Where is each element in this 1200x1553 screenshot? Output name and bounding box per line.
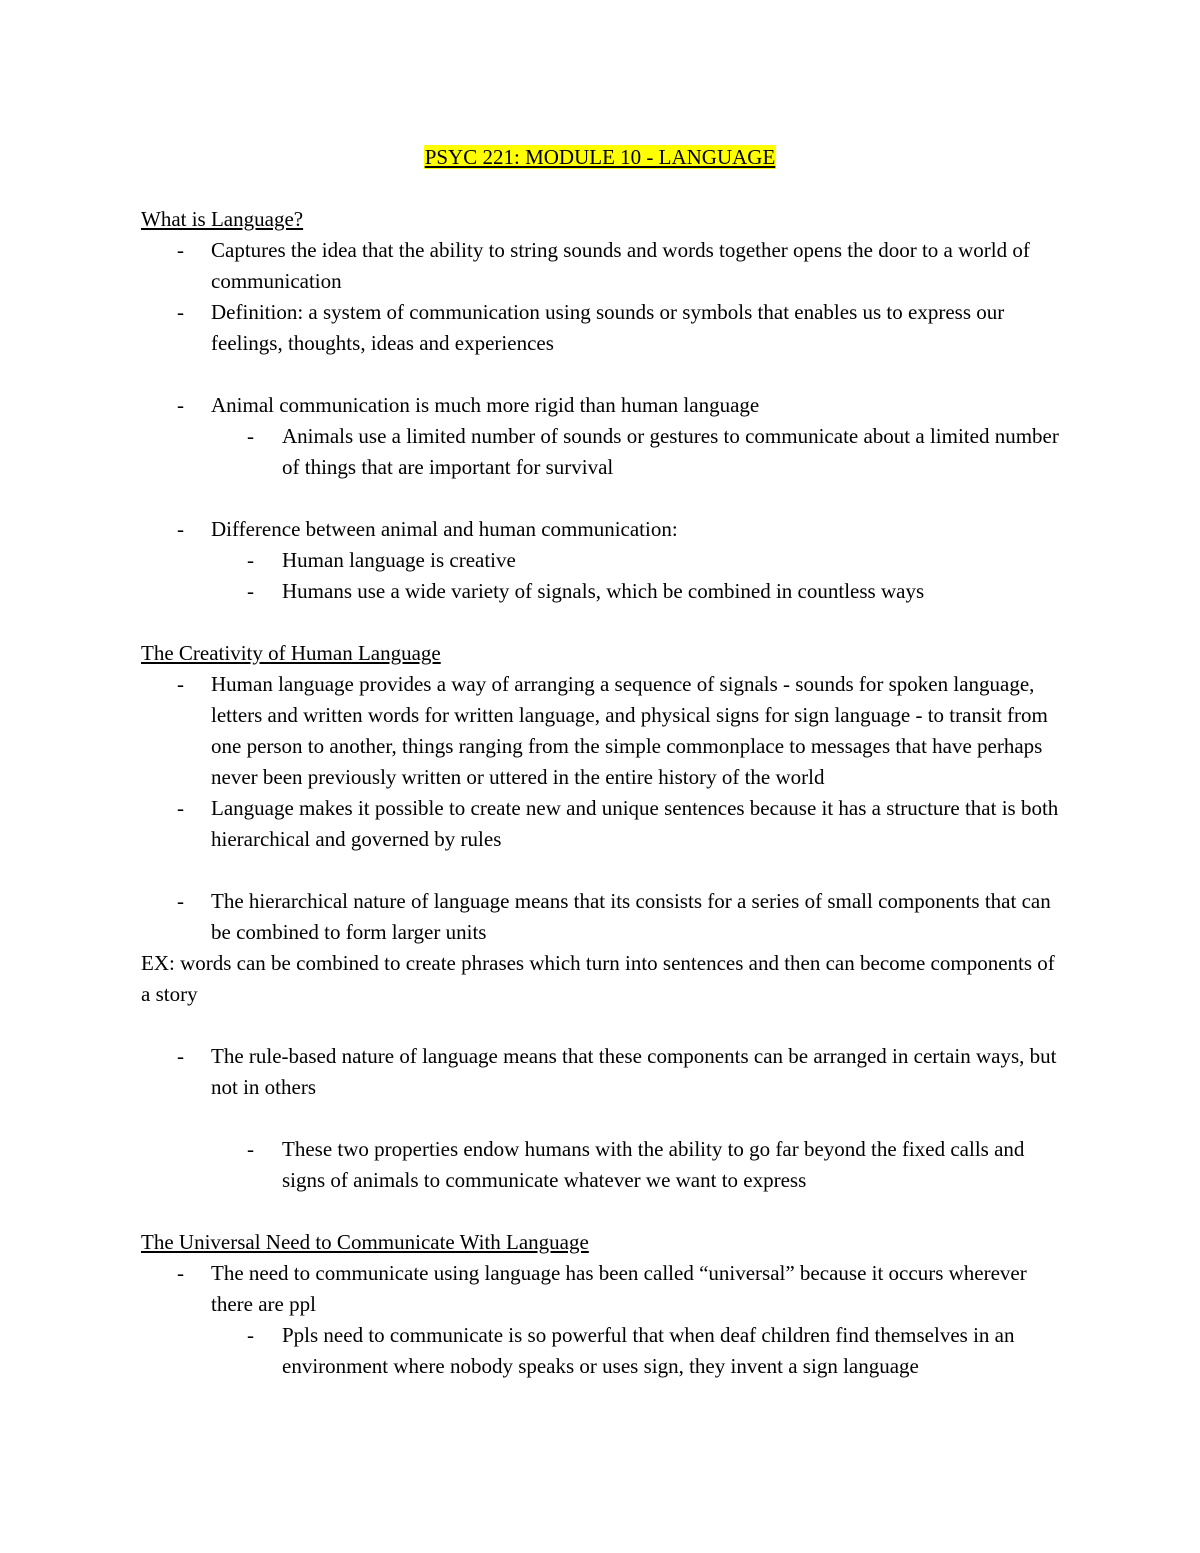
bullet-item: [141, 390, 1061, 483]
page-title-text: PSYC 221: MODULE 10 - LANGUAGE: [424, 145, 776, 169]
bullet-text: The rule-based nature of language means that these components can be arranged in certain ways, but not in others: [211, 1044, 1057, 1099]
sub-bullet-item: - Human language is creative: [211, 545, 1061, 576]
sub-bullet-list: [211, 1134, 1061, 1196]
bullet-item: - Captures the idea that the ability to string sounds and words together opens the door to a world of communication: [141, 235, 1061, 297]
bullet-list: [141, 1258, 1061, 1382]
sub-bullet-item: - Animals use a limited number of sounds or gestures to communicate about a limited number of things that are important for survival: [211, 421, 1061, 483]
bullet-text: The need to communicate using language has been called “universal” because it occurs wherever there are ppl: [211, 1261, 1027, 1316]
bullet-list: [141, 390, 1061, 483]
page-title: [0, 143, 1200, 171]
sub-bullet-item: - Humans use a wide variety of signals, which be combined in countless ways: [211, 576, 1061, 607]
bullet-item: [141, 1258, 1061, 1382]
section-heading-what-is-language: What is Language?: [141, 207, 304, 231]
bullet-list: [141, 235, 1061, 359]
example-text: EX: words can be combined to create phrases which turn into sentences and then can become components of a story: [141, 951, 1055, 1006]
bullet-list: [141, 669, 1061, 855]
sub-bullet-item: - These two properties endow humans with the ability to go far beyond the fixed calls and signs of animals to communicate whatever we want to express: [211, 1134, 1061, 1196]
sub-bullet-item: - Ppls need to communicate is so powerful that when deaf children find themselves in an environment where nobody speaks or uses sign, they invent a sign language: [211, 1320, 1061, 1382]
bullet-list: [141, 886, 1061, 948]
bullet-item: - Definition: a system of communication using sounds or symbols that enables us to express our feelings, thoughts, ideas and experiences: [141, 297, 1061, 359]
sub-bullet-list: [211, 1320, 1061, 1382]
section-heading-creativity: The Creativity of Human Language: [141, 641, 441, 665]
document-body: [141, 204, 1061, 1382]
bullet-item: - The hierarchical nature of language means that its consists for a series of small components that can be combined to form larger units: [141, 886, 1061, 948]
bullet-list: [141, 514, 1061, 607]
bullet-item: [141, 514, 1061, 607]
bullet-text: Animal communication is much more rigid than human language: [211, 393, 760, 417]
bullet-item: - Human language provides a way of arranging a sequence of signals - sounds for spoken language, letters and written words for written language, and physical signs for sign language - to transit from one person to another, things ranging from the simple commonplace to messages that have perhaps never been previously written or uttered in the entire history of the world: [141, 669, 1061, 793]
bullet-item: - Language makes it possible to create new and unique sentences because it has a structure that is both hierarchical and governed by rules: [141, 793, 1061, 855]
sub-bullet-list: [211, 421, 1061, 483]
sub-bullet-list: [211, 545, 1061, 607]
bullet-text: Difference between animal and human communication:: [211, 517, 678, 541]
bullet-item: [141, 1041, 1061, 1196]
section-heading-universal-need: The Universal Need to Communicate With Language: [141, 1230, 589, 1254]
bullet-list: [141, 1041, 1061, 1196]
